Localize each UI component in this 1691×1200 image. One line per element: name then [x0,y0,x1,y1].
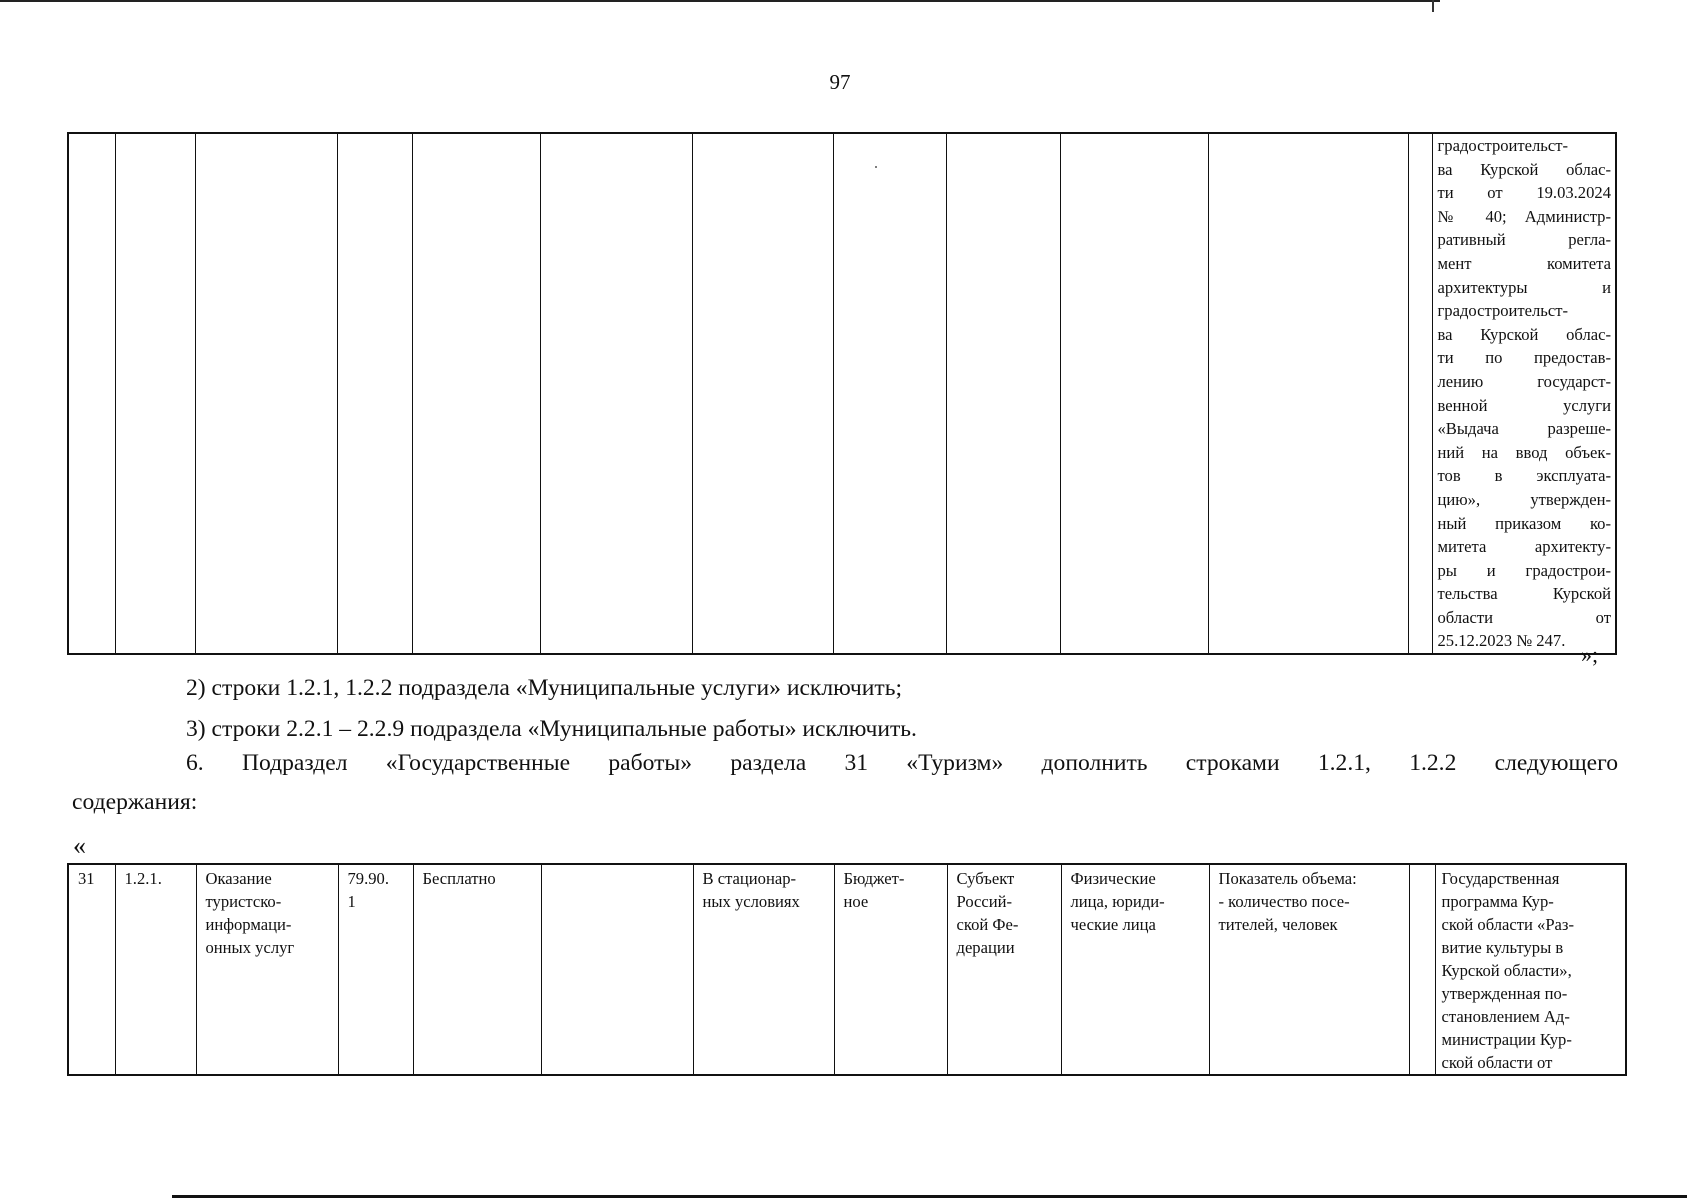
section-number: 31 [78,869,95,888]
institution-type-cell [834,864,947,1075]
basis-line: Курской области», [1441,961,1572,980]
basis-line: № 40; Администр- [1437,206,1611,226]
service-name-line: туристско- [205,892,282,911]
recipients-cell [1061,864,1209,1075]
basis-line: ти от 19.03.2024 [1437,183,1611,203]
amendment-item-6: 6. Подраздел «Государственные работы» раздела 31 «Туризм» дополнить строками 1.2.1, 1.2.2 следующего [186,750,1618,776]
basis-line: становлением Ад- [1441,1007,1570,1026]
basis-line: тов в эксплуата- [1437,466,1611,486]
amendment-item-6-continuation: содержания: [72,789,198,815]
table-cell [115,133,195,654]
delivery-form-line: ных условиях [702,892,800,911]
table-cell [195,133,337,654]
table-cell [337,133,412,654]
okved-code-cell [338,864,413,1075]
basis-line: области от [1437,607,1611,627]
table-cell [68,133,115,654]
basis-line: венной услуги [1437,395,1611,415]
recipients-line: лица, юриди- [1070,892,1165,911]
scan-edge-top [0,0,1440,2]
amendment-item-2: 2) строки 1.2.1, 1.2.2 подраздела «Муниципальные услуги» исключить; [186,675,903,701]
founder-line: ской Фе- [956,915,1019,934]
new-rows-table [67,863,1627,1076]
scan-edge-mark [1432,0,1434,12]
basis-line: градостроительст- [1437,301,1569,321]
basis-line: тельства Курской [1437,584,1611,604]
payment-cell [413,864,541,1075]
legal-basis-cell [1435,864,1626,1075]
basis-line: ской области от [1441,1053,1553,1072]
table-cell [1208,133,1408,654]
founder-line: Субъект [956,869,1015,888]
founder-line: дерации [956,938,1015,957]
basis-line: ва Курской облас- [1437,324,1611,344]
basis-line: мент комитета [1437,253,1611,273]
basis-line: ва Курской облас- [1437,159,1611,179]
institution-type-line: ное [843,892,869,911]
basis-line: Государственная [1441,869,1560,888]
scan-edge-bottom [172,1195,1687,1198]
delivery-form-line: В стационар- [702,869,797,888]
basis-line: лению государст- [1437,371,1611,391]
indicator-cell [1209,864,1409,1075]
basis-line: цию», утвержден- [1437,489,1611,509]
basis-line: ний на ввод объек- [1437,442,1611,462]
institution-type-line: Бюджет- [843,869,905,888]
okved-code-line: 79.90. [347,869,389,888]
table-cell [1060,133,1208,654]
indicator-line: Показатель объема: [1218,869,1357,888]
table-cell [540,133,692,654]
closing-quote: »; [1581,642,1599,667]
table-cell [412,133,540,654]
delivery-form-cell [693,864,834,1075]
recipients-line: ческие лица [1070,915,1156,934]
row-number-cell [115,864,196,1075]
basis-line: ративный регла- [1437,230,1611,250]
okved-code-line: 1 [347,892,356,911]
basis-line: программа Кур- [1441,892,1554,911]
continued-table [67,132,1617,655]
row-number: 1.2.1. [124,869,162,888]
table-row [68,133,1616,654]
blank-cell [541,864,693,1075]
basis-line: ры и градострои- [1437,560,1611,580]
basis-line: митета архитекту- [1437,537,1611,557]
service-name-cell [196,864,338,1075]
basis-line: ный приказом ко- [1437,513,1611,533]
table-cell [946,133,1060,654]
basis-line: 25.12.2023 № 247. [1437,631,1566,651]
basis-line: ти по предостав- [1437,348,1611,368]
basis-line: архитектуры и [1437,277,1611,297]
table-cell [833,133,946,654]
opening-quote: « [73,831,86,860]
legal-basis-cell [1432,133,1616,654]
scan-speck [875,166,877,168]
recipients-line: Физические [1070,869,1156,888]
table-cell [1408,133,1432,654]
basis-line: министрации Кур- [1441,1030,1572,1049]
basis-line: «Выдача разреше- [1437,419,1611,439]
payment-type: Бесплатно [422,869,496,888]
basis-line: утвержденная по- [1441,984,1568,1003]
service-name-line: Оказание [205,869,272,888]
narrow-cell [1409,864,1435,1075]
table-row [68,864,1626,1075]
indicator-line: тителей, человек [1218,915,1338,934]
service-name-line: информаци- [205,915,292,934]
founder-cell [947,864,1061,1075]
table-cell [692,133,833,654]
indicator-line: - количество посе- [1218,892,1350,911]
section-number-cell [68,864,115,1075]
service-name-line: онных услуг [205,938,295,957]
page-number: 97 [829,70,851,94]
founder-line: Россий- [956,892,1013,911]
amendment-item-3: 3) строки 2.2.1 – 2.2.9 подраздела «Муниципальные работы» исключить. [186,716,917,742]
basis-line: градостроительст- [1437,136,1569,155]
basis-line: витие культуры в [1441,938,1564,957]
basis-line: ской области «Раз- [1441,915,1574,934]
